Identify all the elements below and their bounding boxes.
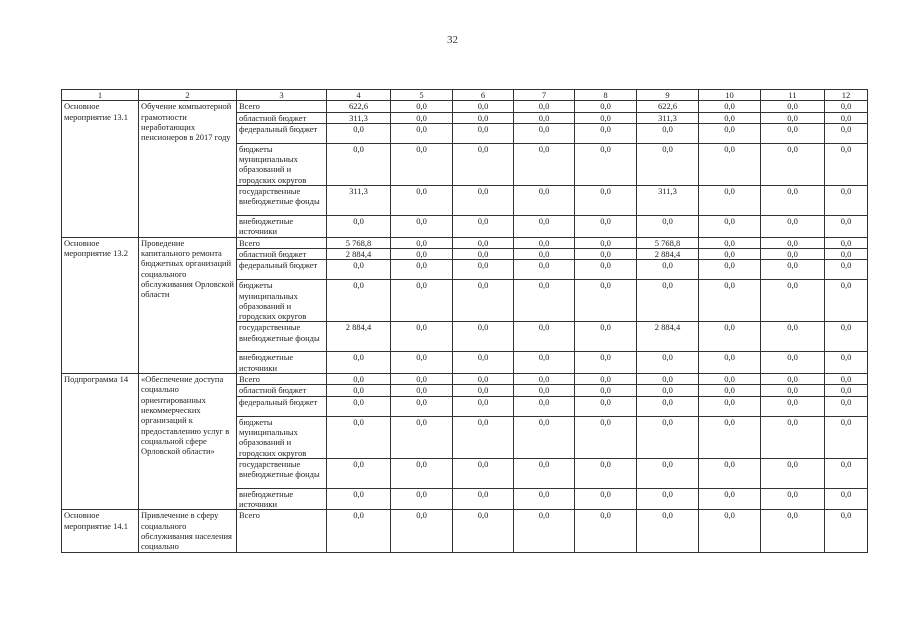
funding-source-cell: федеральный бюджет [237, 260, 327, 280]
amount-cell: 0,0 [575, 280, 637, 322]
funding-source-cell: государственные внебюджетные фонды [237, 322, 327, 352]
amount-cell: 0,0 [453, 352, 514, 374]
amount-cell: 0,0 [453, 216, 514, 238]
amount-cell: 0,0 [327, 385, 391, 396]
amount-cell: 0,0 [514, 248, 575, 259]
event-name-cell: Основное мероприятие 14.1 [62, 510, 139, 552]
amount-cell: 0,0 [391, 385, 453, 396]
event-description-cell: «Обеспечение доступа социально ориентированных некоммерческих организаций к предоставлению услуг в социальной сфере Орловской области» [139, 374, 237, 510]
amount-cell: 0,0 [575, 352, 637, 374]
amount-cell: 0,0 [637, 216, 699, 238]
event-name-cell: Основное мероприятие 13.1 [62, 101, 139, 237]
amount-cell: 0,0 [391, 216, 453, 238]
amount-cell: 0,0 [761, 322, 825, 352]
funding-source-cell: Всего [237, 510, 327, 552]
amount-cell: 0,0 [453, 396, 514, 416]
amount-cell: 0,0 [575, 216, 637, 238]
amount-cell: 0,0 [327, 396, 391, 416]
amount-cell: 0,0 [514, 101, 575, 112]
amount-cell: 2 884,4 [637, 322, 699, 352]
amount-cell: 0,0 [327, 416, 391, 458]
amount-cell: 0,0 [761, 458, 825, 488]
amount-cell: 0,0 [453, 458, 514, 488]
amount-cell: 0,0 [327, 352, 391, 374]
amount-cell: 0,0 [699, 216, 761, 238]
amount-cell: 0,0 [825, 143, 868, 185]
amount-cell: 0,0 [825, 101, 868, 112]
event-name-cell: Основное мероприятие 13.2 [62, 237, 139, 373]
amount-cell: 0,0 [453, 186, 514, 216]
amount-cell: 0,0 [825, 260, 868, 280]
amount-cell: 0,0 [391, 112, 453, 123]
amount-cell: 0,0 [699, 101, 761, 112]
amount-cell: 0,0 [575, 186, 637, 216]
amount-cell: 0,0 [825, 458, 868, 488]
amount-cell: 0,0 [825, 237, 868, 248]
amount-cell: 0,0 [699, 186, 761, 216]
amount-cell: 0,0 [699, 123, 761, 143]
amount-cell: 0,0 [825, 385, 868, 396]
funding-source-cell: Всего [237, 101, 327, 112]
table-row [62, 101, 868, 112]
amount-cell: 311,3 [637, 186, 699, 216]
amount-cell: 0,0 [514, 458, 575, 488]
amount-cell: 0,0 [514, 510, 575, 552]
amount-cell: 0,0 [391, 186, 453, 216]
table-row [62, 237, 868, 248]
amount-cell: 0,0 [761, 143, 825, 185]
funding-source-cell: областной бюджет [237, 112, 327, 123]
amount-cell: 2 884,4 [327, 248, 391, 259]
amount-cell: 311,3 [327, 186, 391, 216]
amount-cell: 0,0 [761, 260, 825, 280]
amount-cell: 0,0 [391, 143, 453, 185]
amount-cell: 0,0 [575, 248, 637, 259]
column-number-header: 6 [453, 90, 514, 101]
amount-cell: 0,0 [637, 458, 699, 488]
event-description-cell: Обучение компьютерной грамотности неработающих пенсионеров в 2017 году [139, 101, 237, 237]
amount-cell: 0,0 [575, 374, 637, 385]
funding-source-cell: внебюджетные источники [237, 352, 327, 374]
amount-cell: 0,0 [514, 112, 575, 123]
funding-source-cell: государственные внебюджетные фонды [237, 186, 327, 216]
amount-cell: 0,0 [825, 510, 868, 552]
amount-cell: 0,0 [637, 123, 699, 143]
amount-cell: 0,0 [327, 216, 391, 238]
amount-cell: 0,0 [761, 396, 825, 416]
amount-cell: 0,0 [514, 385, 575, 396]
amount-cell: 0,0 [699, 510, 761, 552]
column-number-header: 1 [62, 90, 139, 101]
amount-cell: 0,0 [637, 396, 699, 416]
amount-cell: 0,0 [637, 488, 699, 510]
amount-cell: 0,0 [825, 248, 868, 259]
amount-cell: 0,0 [699, 374, 761, 385]
amount-cell: 0,0 [761, 101, 825, 112]
amount-cell: 0,0 [699, 112, 761, 123]
amount-cell: 0,0 [575, 112, 637, 123]
amount-cell: 0,0 [391, 396, 453, 416]
amount-cell: 0,0 [327, 374, 391, 385]
amount-cell: 0,0 [699, 143, 761, 185]
amount-cell: 0,0 [391, 260, 453, 280]
amount-cell: 622,6 [637, 101, 699, 112]
amount-cell: 0,0 [699, 416, 761, 458]
amount-cell: 0,0 [761, 374, 825, 385]
funding-source-cell: областной бюджет [237, 248, 327, 259]
amount-cell: 0,0 [825, 374, 868, 385]
column-number-header: 2 [139, 90, 237, 101]
amount-cell: 0,0 [825, 488, 868, 510]
amount-cell: 0,0 [453, 237, 514, 248]
amount-cell: 0,0 [575, 101, 637, 112]
amount-cell: 0,0 [327, 488, 391, 510]
amount-cell: 0,0 [761, 112, 825, 123]
amount-cell: 0,0 [514, 123, 575, 143]
amount-cell: 0,0 [761, 248, 825, 259]
funding-source-cell: Всего [237, 237, 327, 248]
amount-cell: 311,3 [327, 112, 391, 123]
amount-cell: 0,0 [453, 385, 514, 396]
funding-source-cell: бюджеты муниципальных образований и городских округов [237, 416, 327, 458]
amount-cell: 0,0 [825, 352, 868, 374]
amount-cell: 0,0 [575, 510, 637, 552]
amount-cell: 5 768,8 [327, 237, 391, 248]
amount-cell: 0,0 [391, 322, 453, 352]
amount-cell: 0,0 [327, 280, 391, 322]
amount-cell: 311,3 [637, 112, 699, 123]
amount-cell: 0,0 [699, 280, 761, 322]
amount-cell: 0,0 [514, 416, 575, 458]
amount-cell: 0,0 [453, 510, 514, 552]
amount-cell: 0,0 [514, 396, 575, 416]
event-description-cell: Привлечение в сферу социального обслуживания населения социально [139, 510, 237, 552]
amount-cell: 0,0 [514, 186, 575, 216]
amount-cell: 0,0 [391, 248, 453, 259]
amount-cell: 0,0 [575, 416, 637, 458]
amount-cell: 0,0 [761, 510, 825, 552]
amount-cell: 0,0 [637, 260, 699, 280]
funding-source-cell: государственные внебюджетные фонды [237, 458, 327, 488]
amount-cell: 0,0 [453, 416, 514, 458]
page-number: 32 [447, 34, 458, 46]
amount-cell: 0,0 [575, 396, 637, 416]
amount-cell: 0,0 [699, 458, 761, 488]
amount-cell: 0,0 [514, 352, 575, 374]
amount-cell: 0,0 [514, 374, 575, 385]
funding-source-cell: федеральный бюджет [237, 396, 327, 416]
amount-cell: 0,0 [575, 260, 637, 280]
amount-cell: 0,0 [453, 280, 514, 322]
amount-cell: 0,0 [453, 260, 514, 280]
amount-cell: 2 884,4 [327, 322, 391, 352]
amount-cell: 0,0 [514, 216, 575, 238]
column-number-header: 5 [391, 90, 453, 101]
amount-cell: 0,0 [575, 123, 637, 143]
amount-cell: 0,0 [453, 248, 514, 259]
funding-source-cell: бюджеты муниципальных образований и городских округов [237, 143, 327, 185]
event-name-cell: Подпрограмма 14 [62, 374, 139, 510]
amount-cell: 0,0 [699, 237, 761, 248]
amount-cell: 0,0 [761, 488, 825, 510]
amount-cell: 0,0 [514, 488, 575, 510]
amount-cell: 0,0 [327, 510, 391, 552]
amount-cell: 0,0 [825, 396, 868, 416]
amount-cell: 0,0 [453, 123, 514, 143]
amount-cell: 0,0 [391, 237, 453, 248]
amount-cell: 0,0 [575, 143, 637, 185]
event-description-cell: Проведение капитального ремонта бюджетных организаций социального обслуживания Орловской области [139, 237, 237, 373]
amount-cell: 0,0 [391, 510, 453, 552]
amount-cell: 0,0 [327, 143, 391, 185]
funding-source-cell: внебюджетные источники [237, 216, 327, 238]
amount-cell: 0,0 [514, 280, 575, 322]
funding-source-cell: внебюджетные источники [237, 488, 327, 510]
amount-cell: 0,0 [761, 123, 825, 143]
funding-source-cell: федеральный бюджет [237, 123, 327, 143]
amount-cell: 0,0 [761, 280, 825, 322]
amount-cell: 0,0 [391, 488, 453, 510]
column-number-header: 9 [637, 90, 699, 101]
amount-cell: 0,0 [514, 237, 575, 248]
amount-cell: 0,0 [699, 248, 761, 259]
amount-cell: 0,0 [825, 186, 868, 216]
amount-cell: 0,0 [699, 396, 761, 416]
amount-cell: 0,0 [825, 416, 868, 458]
amount-cell: 0,0 [637, 280, 699, 322]
budget-table [61, 89, 868, 553]
amount-cell: 0,0 [637, 385, 699, 396]
amount-cell: 0,0 [327, 260, 391, 280]
amount-cell: 0,0 [453, 488, 514, 510]
amount-cell: 0,0 [699, 322, 761, 352]
column-number-header: 11 [761, 90, 825, 101]
amount-cell: 0,0 [575, 385, 637, 396]
amount-cell: 0,0 [761, 186, 825, 216]
column-number-header: 7 [514, 90, 575, 101]
amount-cell: 0,0 [391, 280, 453, 322]
amount-cell: 0,0 [391, 352, 453, 374]
amount-cell: 0,0 [761, 385, 825, 396]
amount-cell: 0,0 [514, 260, 575, 280]
funding-source-cell: бюджеты муниципальных образований и городских округов [237, 280, 327, 322]
amount-cell: 0,0 [699, 352, 761, 374]
amount-cell: 0,0 [514, 143, 575, 185]
amount-cell: 0,0 [453, 112, 514, 123]
amount-cell: 5 768,8 [637, 237, 699, 248]
amount-cell: 0,0 [761, 237, 825, 248]
amount-cell: 0,0 [825, 322, 868, 352]
amount-cell: 0,0 [391, 416, 453, 458]
amount-cell: 0,0 [453, 374, 514, 385]
column-number-header: 8 [575, 90, 637, 101]
amount-cell: 0,0 [699, 488, 761, 510]
amount-cell: 0,0 [761, 416, 825, 458]
column-number-header: 4 [327, 90, 391, 101]
amount-cell: 0,0 [637, 374, 699, 385]
amount-cell: 0,0 [391, 123, 453, 143]
amount-cell: 2 884,4 [637, 248, 699, 259]
funding-source-cell: Всего [237, 374, 327, 385]
amount-cell: 0,0 [637, 510, 699, 552]
column-number-header: 3 [237, 90, 327, 101]
table-row [62, 510, 868, 552]
amount-cell: 0,0 [637, 352, 699, 374]
amount-cell: 0,0 [575, 322, 637, 352]
amount-cell: 0,0 [453, 322, 514, 352]
amount-cell: 0,0 [825, 280, 868, 322]
amount-cell: 0,0 [699, 385, 761, 396]
amount-cell: 622,6 [327, 101, 391, 112]
amount-cell: 0,0 [575, 488, 637, 510]
amount-cell: 0,0 [575, 237, 637, 248]
header-row [62, 90, 868, 101]
amount-cell: 0,0 [453, 143, 514, 185]
amount-cell: 0,0 [391, 458, 453, 488]
amount-cell: 0,0 [637, 143, 699, 185]
amount-cell: 0,0 [761, 352, 825, 374]
amount-cell: 0,0 [514, 322, 575, 352]
column-number-header: 10 [699, 90, 761, 101]
amount-cell: 0,0 [825, 216, 868, 238]
amount-cell: 0,0 [825, 123, 868, 143]
funding-source-cell: областной бюджет [237, 385, 327, 396]
table-row [62, 374, 868, 385]
amount-cell: 0,0 [327, 123, 391, 143]
amount-cell: 0,0 [391, 101, 453, 112]
amount-cell: 0,0 [575, 458, 637, 488]
amount-cell: 0,0 [761, 216, 825, 238]
amount-cell: 0,0 [699, 260, 761, 280]
amount-cell: 0,0 [391, 374, 453, 385]
amount-cell: 0,0 [453, 101, 514, 112]
amount-cell: 0,0 [825, 112, 868, 123]
amount-cell: 0,0 [637, 416, 699, 458]
column-number-header: 12 [825, 90, 868, 101]
amount-cell: 0,0 [327, 458, 391, 488]
